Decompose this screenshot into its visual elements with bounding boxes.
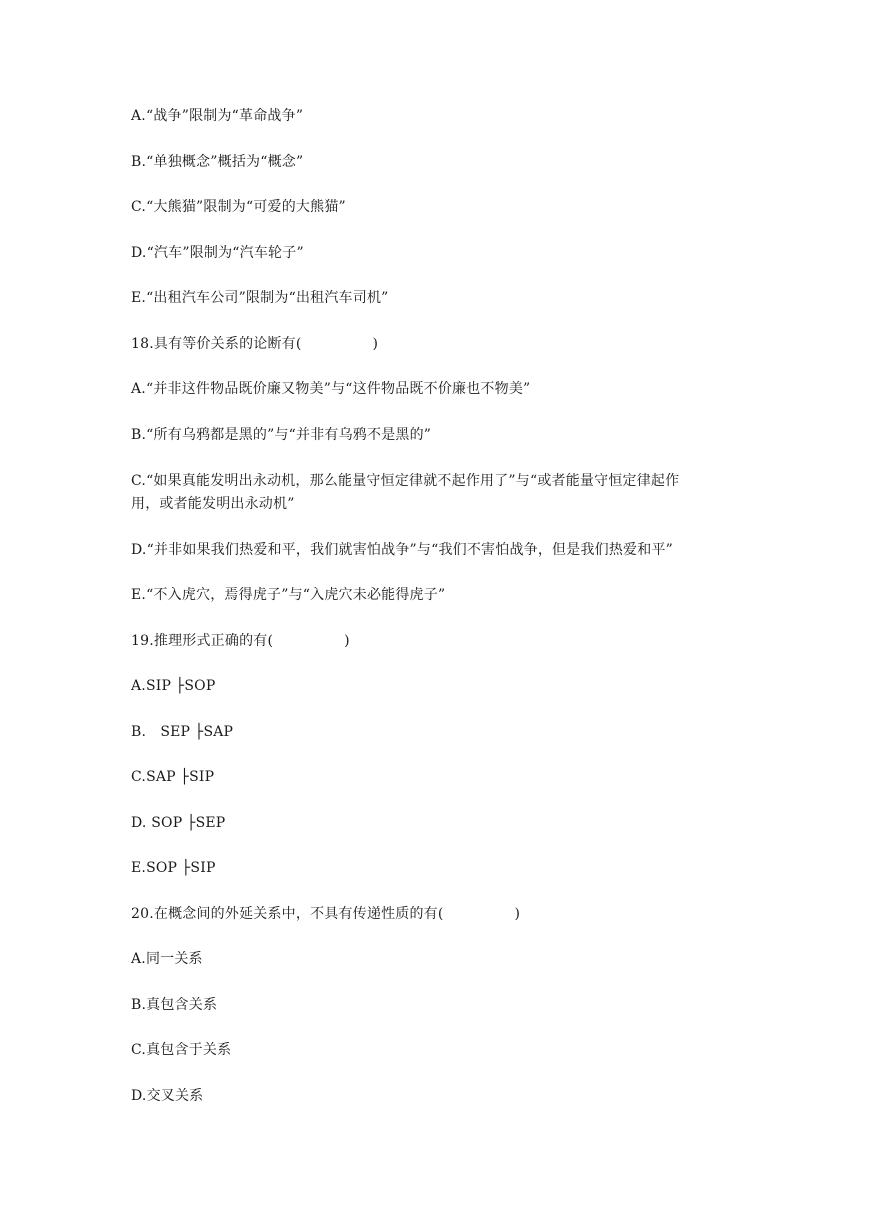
question-18: 18.具有等价关系的论断有( )	[131, 336, 379, 352]
q20-option-b: B.真包含关系	[131, 997, 218, 1013]
q18-option-c-line2: 用，或者能发明出永动机”	[131, 496, 295, 512]
q20-option-c: C.真包含于关系	[131, 1042, 232, 1058]
q19-option-a: A.SIP ├SOP	[131, 678, 216, 694]
q19-option-b: B. SEP ├SAP	[131, 724, 234, 740]
q17-option-e: E.“出租汽车公司”限制为“出租汽车司机”	[131, 290, 389, 306]
q17-option-a: A.“战争”限制为“革命战争”	[131, 108, 304, 124]
q19-option-d: D. SOP ├SEP	[131, 815, 226, 831]
question-19: 19.推理形式正确的有( )	[131, 633, 350, 649]
q18-option-d: D.“并非如果我们热爱和平，我们就害怕战争”与“我们不害怕战争，但是我们热爱和平”	[131, 542, 674, 558]
q17-option-d: D.“汽车”限制为“汽车轮子”	[131, 245, 304, 261]
q18-option-a: A.“并非这件物品既价廉又物美”与“这件物品既不价廉也不物美”	[131, 381, 531, 397]
q20-option-a: A.同一关系	[131, 951, 203, 967]
q19-option-c: C.SAP ├SIP	[131, 769, 215, 785]
q18-option-b: B.“所有乌鸦都是黑的”与“并非有乌鸦不是黑的”	[131, 427, 432, 443]
question-20: 20.在概念间的外延关系中，不具有传递性质的有( )	[131, 906, 521, 922]
q18-option-e: E.“不入虎穴，焉得虎子”与“入虎穴未必能得虎子”	[131, 587, 446, 603]
q19-option-e: E.SOP ├SIP	[131, 860, 216, 876]
q20-option-d: D.交叉关系	[131, 1088, 204, 1104]
q17-option-b: B.“单独概念”概括为“概念”	[131, 154, 304, 170]
q17-option-c: C.“大熊猫”限制为“可爱的大熊猫”	[131, 199, 346, 215]
q18-option-c-line1: C.“如果真能发明出永动机，那么能量守恒定律就不起作用了”与“或者能量守恒定律起作	[131, 473, 680, 489]
